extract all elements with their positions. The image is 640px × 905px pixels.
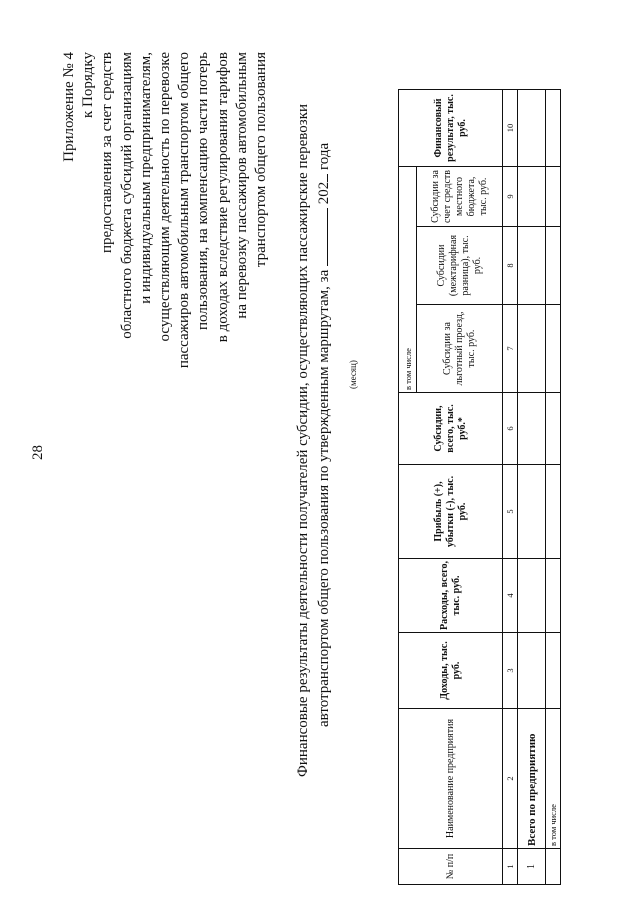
column-number: 2 (503, 709, 518, 849)
header-including: в том числе (399, 166, 417, 392)
month-caption: (месяц) (348, 360, 358, 389)
header-subsidy-total: Субсидии, всего, тыс. руб.* (399, 393, 503, 465)
appendix-line: пользования, на компенсацию части потерь (195, 52, 212, 330)
table-row (546, 89, 561, 884)
column-number: 6 (503, 393, 518, 465)
column-number: 1 (503, 849, 518, 885)
header-profit: Прибыль (+), убытки (-), тыс. руб. (399, 465, 503, 559)
row-num: 1 (518, 849, 546, 885)
year-word: года (315, 142, 332, 170)
page-number: 28 (30, 445, 46, 460)
month-blank (314, 208, 328, 266)
column-number: 10 (503, 89, 518, 166)
appendix-line: осуществляющим деятельность по перевозке (157, 52, 174, 342)
title-line-2 (314, 77, 335, 777)
appendix-line: областного бюджета субсидий организациям (118, 52, 135, 339)
appendix-line: Приложение № 4 (61, 52, 77, 162)
title-line-2-text: автотранспортом общего пользования по утвержденным маршрутам, за (315, 269, 332, 727)
appendix-line: в доходах вследствие регулирования тарифов (214, 52, 231, 343)
header-subsidy-free-travel: Субсидии за льготный проезд, тыс. руб. (417, 305, 503, 393)
appendix-line: и индивидуальным предпринимателям, (137, 52, 154, 304)
row-name: в том числе (546, 709, 561, 849)
column-number: 5 (503, 465, 518, 559)
year-prefix: 202 (315, 181, 332, 205)
column-number: 9 (503, 166, 518, 226)
year-blank (314, 174, 328, 182)
header-expenses: Расходы, всего, тыс. руб. (399, 559, 503, 633)
column-number: 7 (503, 305, 518, 393)
title-line-1: Финансовые результаты деятельности получателей субсидии, осуществляющих пассажирские перевозки (295, 103, 311, 777)
column-number: 3 (503, 633, 518, 709)
table-row (518, 89, 546, 884)
appendix-line: к Порядку (80, 52, 97, 118)
column-number: 4 (503, 559, 518, 633)
header-income: Доходы, тыс. руб. (399, 633, 503, 709)
header-financial-result: Финансовый результат, тыс. руб. (399, 89, 503, 166)
column-number: 8 (503, 227, 518, 305)
financial-results-table (398, 89, 561, 885)
row-name: Всего по предприятию (518, 709, 546, 849)
header-subsidy-local: Субсидии за счет средств местного бюджета, тыс. руб. (417, 166, 503, 226)
row-num (546, 849, 561, 885)
appendix-line: предоставления за счет средств (99, 52, 116, 254)
appendix-line: транспортом общего пользования (253, 52, 270, 268)
document-title (294, 77, 334, 777)
header-name: Наименование предприятия (399, 709, 503, 849)
appendix-header (60, 52, 271, 632)
appendix-line: пассажиров автомобильным транспортом общего (176, 52, 193, 369)
header-subsidy-intermunicipal: Субсидии (межтарифная разница), тыс. руб. (417, 227, 503, 305)
appendix-line: на перевозку пассажиров автомобильным (233, 52, 250, 319)
header-num: № п/п (399, 849, 503, 885)
